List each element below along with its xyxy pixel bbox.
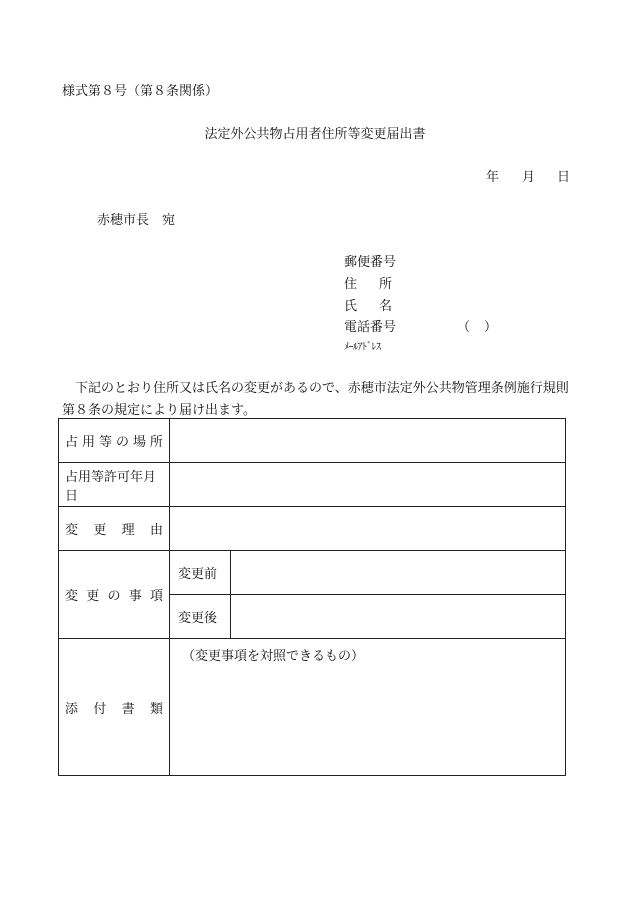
change-reason-label-char: 由 [149,523,163,538]
change-items-label-char: 更 [86,589,100,604]
name-label [344,295,392,314]
attachments-input-cell[interactable] [170,639,566,776]
change-items-label [59,585,169,604]
change-reason-label [59,519,169,538]
location-label-char: 所 [149,435,163,450]
addressee: 赤穂市長 宛 [97,213,176,228]
table-row [59,463,566,507]
location-input-cell[interactable] [170,419,566,463]
table-row [59,639,566,776]
permit-date-label-cell [59,463,170,507]
location-label [59,431,169,450]
location-label-cell [59,419,170,463]
attachments-label [59,698,169,717]
body-text [62,378,570,422]
name-label-char-1: 氏 [344,299,358,314]
table-row [59,507,566,551]
change-items-label-char: の [107,589,121,604]
attachments-label-char: 添 [65,701,79,717]
form-number: 様式第８号（第８条関係） [62,84,219,99]
address-label-char-2: 所 [378,277,392,292]
change-reason-label-char: 変 [65,523,79,538]
location-label-char: 用 [81,435,95,450]
change-form-table [58,418,566,776]
table-row [59,551,566,595]
document-title: 法定外公共物占用者住所等変更届出書 [204,127,426,142]
after-change-label: 変更後 [170,595,231,639]
change-items-label-char: 変 [65,589,79,604]
change-reason-label-char: 更 [93,523,107,538]
name-label-char-2: 名 [378,299,392,314]
date-day-label: 日 [557,170,571,185]
phone-label: 電話番号 [344,320,397,335]
change-reason-label-cell [59,507,170,551]
change-items-label-char: 項 [149,589,163,604]
phone-paren-close: ） [484,320,498,335]
after-change-input-cell[interactable] [231,595,566,639]
attachments-label-char: 付 [93,701,107,717]
email-label: ﾒｰﾙｱﾄﾞﾚｽ [344,342,381,353]
date-month-label: 月 [522,170,536,185]
before-change-label: 変更前 [170,551,231,595]
permit-date-label-text: 占用等許可年月日 [65,469,157,504]
attachments-note: （変更事項を対照できるもの） [182,649,365,664]
attachments-label-cell [59,639,170,776]
permit-date-label [59,466,169,504]
address-label-char-1: 住 [344,277,358,292]
location-label-char: 等 [98,435,112,450]
table-row [59,419,566,463]
before-change-input-cell[interactable] [231,551,566,595]
attachments-label-char: 類 [149,701,163,717]
change-reason-input-cell[interactable] [170,507,566,551]
postal-code-label: 郵便番号 [344,255,397,270]
address-label [344,273,392,292]
phone-paren-open: （ [457,320,471,335]
change-reason-label-char: 理 [121,523,135,538]
permit-date-input-cell[interactable] [170,463,566,507]
body-text-content: 下記のとおり住所又は氏名の変更があるので、赤穂市法定外公共物管理条例施行規則第８条の規定により届け出ます。 [62,381,569,418]
attachments-label-char: 書 [121,701,135,717]
location-label-char: の [115,435,129,450]
date-year-label: 年 [486,170,500,185]
change-items-label-char: 事 [128,589,142,604]
location-label-char: 場 [132,435,146,450]
change-items-label-cell [59,551,170,639]
location-label-char: 占 [65,435,79,450]
